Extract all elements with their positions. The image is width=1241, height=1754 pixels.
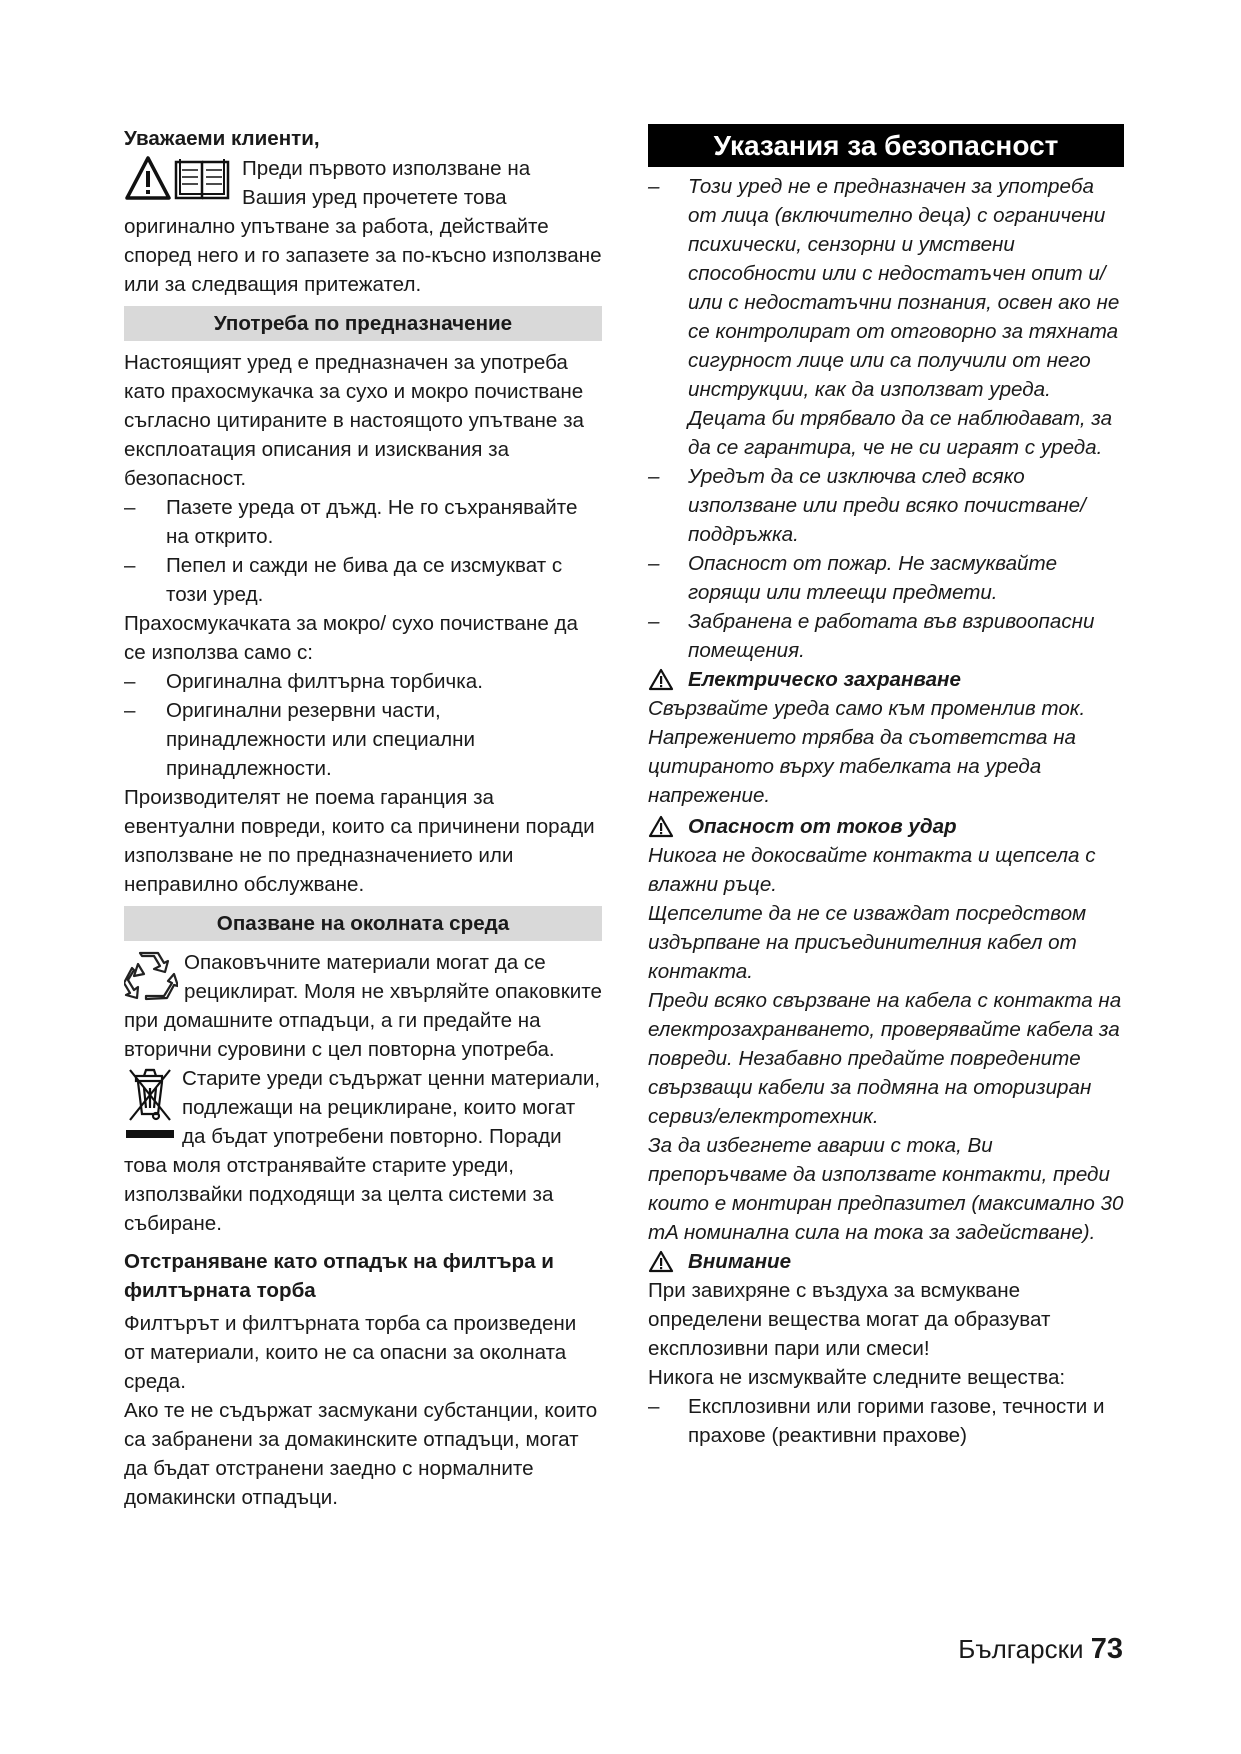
recycle-text: Опаковъчните материали могат да се рециклират. Моля не хвърляйте опаковките при домашните отпадъци, а ги предайте на вторични суровини с цел повторна употреба. bbox=[124, 951, 602, 1061]
recycle-icon bbox=[124, 950, 178, 1002]
intro-rest: оригинално упътване за работа, действайте според него и го запазете за по-късно използване или за следващия притежател. bbox=[124, 215, 602, 296]
shock-paragraph-4: За да избегнете аварии с тока, Ви препоръчваме да използвате контакти, преди които е монтиран предпазител (максимално 30 mA номинална сила на тока за задействане). bbox=[648, 1134, 1124, 1244]
intended-use-list bbox=[124, 493, 602, 609]
filter-disposal-title: Отстраняване като отпадък на филтъра и филтърната торба bbox=[124, 1250, 554, 1302]
shock-heading bbox=[648, 812, 1124, 841]
electric-title: Електрическо захранване bbox=[688, 668, 961, 691]
warning-manual-icon bbox=[124, 154, 234, 206]
right-column bbox=[648, 124, 1124, 1450]
warning-icon bbox=[648, 1250, 674, 1273]
left-column bbox=[124, 124, 602, 1512]
shock-paragraph-3: Преди всяко свързване на кабела с контакта на електрозахранването, проверявайте кабела за повреди. Незабавно предайте повредените свързващи кабели за подмяна на оторизиран сервиз/електротехник. bbox=[648, 989, 1122, 1128]
intended-use-paragraph: Настоящият уред е предназначен за употреба като прахосмукачка за сухо и мокро почистване съгласно цитираните в настоящото упътване за експлоатация описания и изисквания за безопасност. bbox=[124, 351, 584, 490]
warning-icon bbox=[648, 668, 674, 691]
crossed-bin-icon bbox=[124, 1064, 176, 1146]
list-item: – Уредът да се изключва след всяко използване или преди всяко почистване/ поддръжка. bbox=[648, 462, 1124, 549]
safety-title: Указания за безопасност bbox=[648, 124, 1124, 167]
list-item: – Експлозивни или горими газове, течности и прахове (реактивни прахове) bbox=[648, 1392, 1124, 1450]
section-intended-use-title: Употреба по предназначение bbox=[124, 306, 602, 341]
list-item: – Оригинални резервни части, принадлежности или специални принадлежности. bbox=[124, 696, 602, 783]
safety-list bbox=[648, 172, 1124, 665]
list-item: – Пазете уреда от дъжд. Не го съхранявайте на открито. bbox=[124, 493, 602, 551]
footer-language: Български bbox=[958, 1634, 1084, 1664]
page-footer bbox=[958, 1633, 1123, 1666]
list-item: – Опасност от пожар. Не засмуквайте горящи или тлеещи предмети. bbox=[648, 549, 1124, 607]
intro-line-2: Вашия уред прочетете това bbox=[242, 186, 507, 209]
attention-paragraph-2: Никога не изсмуквайте следните вещества: bbox=[648, 1366, 1066, 1389]
attention-paragraph-1: При завихряне с въздуха за всмукване определени вещества могат да образуват експлозивни пари или смеси! bbox=[648, 1279, 1051, 1360]
intended-use-list-2 bbox=[124, 667, 602, 783]
attention-list bbox=[648, 1392, 1124, 1450]
intended-use-paragraph-2: Прахосмукачката за мокро/ сухо почистване да се използва само с: bbox=[124, 612, 578, 664]
shock-paragraph-2: Щепселите да не се изваждат посредством издърпване на присъединителния кабел от контакта. bbox=[648, 902, 1087, 983]
attention-title: Внимание bbox=[688, 1250, 792, 1273]
shock-title: Опасност от токов удар bbox=[688, 815, 957, 838]
weee-block bbox=[124, 1064, 602, 1238]
weee-text: Старите уреди съдържат ценни материали, подлежащи на рециклиране, които могат да бъдат употребени повторно. Поради това моля отстранявайте старите уреди, използвайки подходящи за целта системи за събиране. bbox=[124, 1067, 601, 1235]
list-item: – Забранена е работата във взривоопасни помещения. bbox=[648, 607, 1124, 665]
list-item: – Оригинална филтърна торбичка. bbox=[124, 667, 602, 696]
list-item: – Този уред не е предназначен за употреба от лица (включително деца) с ограничени психически, сензорни и умствени способности или с недостатъчен опит и/или с недостатъчни познания, освен ако не се контролират от отговорно за тяхната сигурност лице или са получили от него инструкции, как да използват уреда. Децата би трябвало да се наблюдават, за да се гарантира, че не си играят с уреда. bbox=[648, 172, 1124, 462]
warning-icon bbox=[648, 815, 674, 838]
filter-disposal-paragraph-2: Ако те не съдържат засмукани субстанции, които са забранени за домакинските отпадъци, могат да бъдат отстранени заедно с нормалните домакински отпадъци. bbox=[124, 1399, 598, 1509]
list-item: – Пепел и сажди не бива да се изсмукват с този уред. bbox=[124, 551, 602, 609]
intro-block bbox=[124, 154, 602, 299]
shock-paragraph-1: Никога не докосвайте контакта и щепсела с влажни ръце. bbox=[648, 844, 1096, 896]
section-environment-title: Опазване на околната среда bbox=[124, 906, 602, 941]
electric-text: Свързвайте уреда само към променлив ток. Напрежението трябва да съответства на цитираното върху табелката на уреда напрежение. bbox=[648, 697, 1086, 807]
greeting: Уважаеми клиенти, bbox=[124, 127, 320, 150]
attention-heading bbox=[648, 1247, 1124, 1276]
electric-heading bbox=[648, 665, 1124, 694]
intro-line-1: Преди първото използване на bbox=[242, 157, 531, 180]
recycle-block bbox=[124, 948, 602, 1064]
filter-disposal-paragraph-1: Филтърът и филтърната торба са произведени от материали, които не са опасни за околната среда. bbox=[124, 1312, 577, 1393]
page-number: 73 bbox=[1090, 1633, 1123, 1665]
warranty-paragraph: Производителят не поема гаранция за евентуални повреди, които са причинени поради използване не по предназначението или неправилно обслужване. bbox=[124, 786, 595, 896]
